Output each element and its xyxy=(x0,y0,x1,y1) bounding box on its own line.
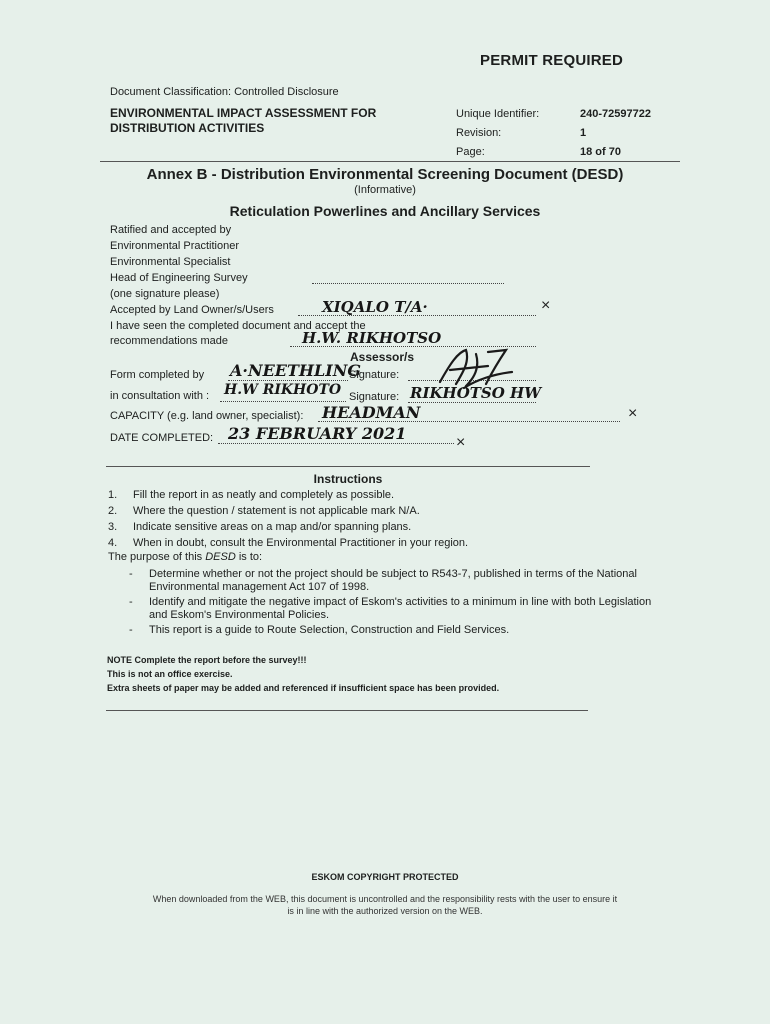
ratified-line: Environmental Practitioner xyxy=(110,240,240,252)
engineering-signature-line xyxy=(312,283,504,284)
x-mark: × xyxy=(456,434,466,451)
instruction-number: 1. xyxy=(108,489,118,501)
x-mark: × xyxy=(628,405,638,422)
capacity-label: CAPACITY (e.g. land owner, specialist): xyxy=(110,410,304,422)
bullet-mark: - xyxy=(129,596,133,608)
consultation-label: in consultation with : xyxy=(110,390,210,402)
meta-value-revision: 1 xyxy=(580,127,587,139)
capacity-handwritten-value: HEADMAN xyxy=(322,403,421,422)
purpose-prefix: The purpose of this xyxy=(108,551,206,563)
header-divider xyxy=(100,161,680,162)
instruction-number: 4. xyxy=(108,537,118,549)
instruction-text: Indicate sensitive areas on a map and/or spanning plans. xyxy=(133,521,412,533)
meta-value-identifier: 240-72597722 xyxy=(580,108,651,120)
consultation-signature-line xyxy=(408,402,536,403)
instructions-title: Instructions xyxy=(313,472,383,486)
annex-subtitle: (Informative) xyxy=(354,184,416,196)
instruction-number: 3. xyxy=(108,521,118,533)
purpose-bullet: Determine whether or not the project should be subject to R543-7, published in terms of the National Environmental management Act 107 of 1998. xyxy=(149,568,637,593)
purpose-line xyxy=(108,551,262,563)
annex-heading: Reticulation Powerlines and Ancillary Services xyxy=(229,203,541,219)
bullet-mark: - xyxy=(129,568,133,580)
purpose-suffix: is to: xyxy=(235,551,263,563)
meta-value-page: 18 of 70 xyxy=(580,146,621,158)
seen-line2: recommendations made xyxy=(110,335,229,347)
assessors-divider xyxy=(106,466,590,467)
date-completed-line xyxy=(218,443,454,444)
document-title-line1: ENVIRONMENTAL IMPACT ASSESSMENT FOR xyxy=(110,106,377,120)
copyright-notice: ESKOM COPYRIGHT PROTECTED xyxy=(311,872,459,882)
note-line2: This is not an office exercise. xyxy=(107,669,233,679)
date-completed-handwritten-value: 23 FEBRUARY 2021 xyxy=(228,424,407,443)
seen-line1: I have seen the completed document and accept the xyxy=(110,320,366,332)
ratified-line: Head of Engineering Survey xyxy=(110,272,248,284)
instruction-number: 2. xyxy=(108,505,118,517)
x-mark: × xyxy=(541,297,551,314)
form-completed-label: Form completed by xyxy=(110,369,205,381)
document-classification: Document Classification: Controlled Disclosure xyxy=(110,86,339,98)
instruction-text: When in doubt, consult the Environmental Practitioner in your region. xyxy=(133,537,469,549)
permit-required-label: PERMIT REQUIRED xyxy=(480,52,624,69)
bullet-mark: - xyxy=(129,624,133,636)
note-line3: Extra sheets of paper may be added and referenced if insufficient space has been provided. xyxy=(107,683,500,693)
accepted-handwritten-value: XIQALO T/A· xyxy=(322,298,428,316)
assessors-title: Assessor/s xyxy=(350,350,415,364)
form-completed-handwritten-value: A·NEETHLING xyxy=(230,361,362,380)
note-line1: NOTE Complete the report before the survey!!! xyxy=(107,655,307,665)
meta-label-identifier: Unique Identifier: xyxy=(456,108,540,120)
meta-label-revision: Revision: xyxy=(456,127,502,139)
consultation-line xyxy=(220,401,346,402)
meta-label-page: Page: xyxy=(456,146,485,158)
instruction-text: Where the question / statement is not applicable mark N/A. xyxy=(133,505,420,517)
form-completed-line xyxy=(228,380,348,381)
web-disclaimer: When downloaded from the WEB, this document is uncontrolled and the responsibility rests with the user to ensure it is in line with the authorized version on the WEB. xyxy=(152,894,618,916)
instruction-text: Fill the report in as neatly and completely as possible. xyxy=(133,489,395,501)
date-completed-label: DATE COMPLETED: xyxy=(110,432,214,444)
ratified-line: Ratified and accepted by xyxy=(110,224,232,236)
purpose-abbr: DESD xyxy=(205,551,236,563)
purpose-bullet: This report is a guide to Route Selection, Construction and Field Services. xyxy=(149,624,510,636)
note-divider xyxy=(106,710,588,711)
signature-label: Signature: xyxy=(349,391,400,403)
document-title-line2: DISTRIBUTION ACTIVITIES xyxy=(110,121,265,135)
ratified-line: (one signature please) xyxy=(110,288,220,300)
consultation-handwritten-value: H.W RIKHOTO xyxy=(224,382,342,398)
signature-label: Signature: xyxy=(349,369,400,381)
seen-handwritten-value: H.W. RIKHOTSO xyxy=(302,329,442,347)
accepted-label: Accepted by Land Owner/s/Users xyxy=(110,304,274,316)
ratified-line: Environmental Specialist xyxy=(110,256,231,268)
purpose-bullet: Identify and mitigate the negative impact of Eskom's activities to a minimum in line with both Legislation and Eskom's Environmental Policies. xyxy=(149,596,652,621)
consultation-signature-handwritten-value: RIKHOTSO HW xyxy=(410,384,542,402)
annex-title: Annex B - Distribution Environmental Screening Document (DESD) xyxy=(146,166,624,183)
